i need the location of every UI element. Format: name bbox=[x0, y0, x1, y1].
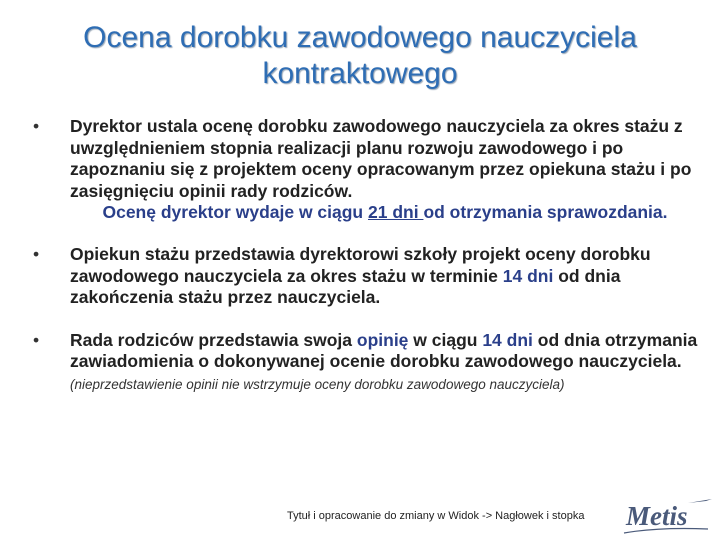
bullet-dot-icon: • bbox=[33, 243, 40, 264]
bullet-text: Rada rodziców przedstawia swoja bbox=[70, 329, 357, 350]
slide-title-line-1: Ocena dorobku zawodowego nauczyciela bbox=[83, 21, 637, 54]
bullet-item-dyrektor bbox=[28, 116, 700, 224]
bullet-dot-icon: • bbox=[33, 116, 40, 136]
logo-swoosh bbox=[688, 499, 712, 503]
bullet-centered-note bbox=[70, 202, 700, 224]
bullet-italic-note: (nieprzedstawienie opinii nie wstrzymuje oceny dorobku zawodowego nauczyciela) bbox=[70, 376, 565, 392]
centered-note-start: Ocenę dyrektor wydaje w ciągu bbox=[102, 202, 368, 223]
bullet-text: Opiekun stażu przedstawia dyrektorowi szkoły projekt oceny dorobku zawodowego nauczyciela za okres stażu w terminie bbox=[70, 243, 651, 286]
bullet-item-rada bbox=[28, 330, 700, 396]
centered-note-end: od otrzymania sprawozdania. bbox=[423, 202, 668, 223]
slide-title bbox=[20, 20, 700, 92]
centered-note-deadline: 21 dni bbox=[368, 202, 424, 223]
metis-logo bbox=[618, 497, 714, 537]
footer-text: Tytuł i opracowanie do zmiany w Widok -> Nagłowek i stopka bbox=[287, 510, 585, 522]
bullet-highlight-opinion: opinię bbox=[356, 329, 409, 350]
bullet-text-end: od dnia otrzymania zawiadomienia o dokonywanej ocenie dorobku zawodowego nauczyciela. bbox=[70, 329, 698, 372]
logo-text: Metis bbox=[626, 501, 688, 531]
bullet-text-mid: w ciągu bbox=[408, 329, 483, 350]
bullet-deadline: 14 dni bbox=[482, 329, 533, 350]
bullet-text-end: od dnia zakończenia stażu przez nauczyciela. bbox=[70, 265, 621, 308]
bullet-deadline: 14 dni bbox=[502, 265, 554, 286]
bullet-dot-icon: • bbox=[33, 329, 40, 350]
bullet-item-opiekun bbox=[28, 244, 700, 309]
bullet-list bbox=[28, 116, 700, 396]
bullet-text: Dyrektor ustala ocenę dorobku zawodowego nauczyciela za okres stażu z uwzględnieniem stopnia realizacji planu rozwoju zawodowego i po zapoznaniu się z projektem oceny opracowanym przez opiekuna stażu i po zasięgnięciu opinii rady rodziców. bbox=[70, 116, 692, 201]
slide-title-line-2: kontraktowego bbox=[262, 57, 458, 90]
